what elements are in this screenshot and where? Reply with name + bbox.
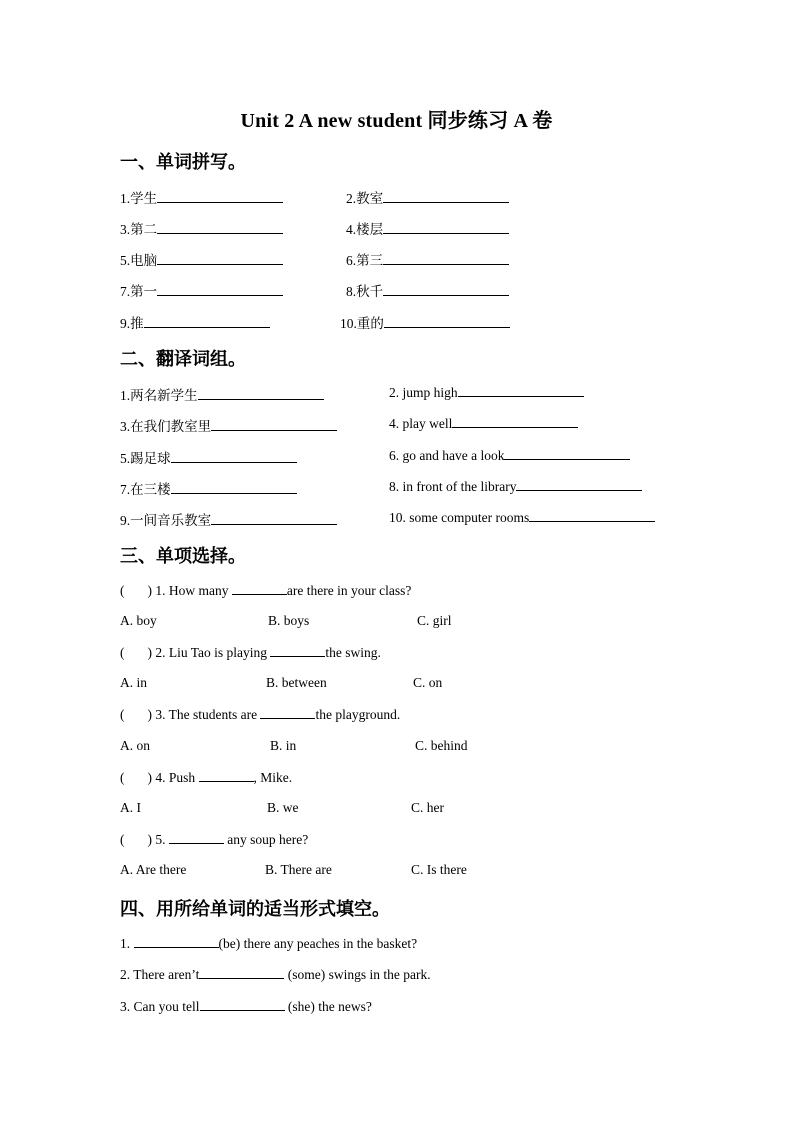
fill-text-post: (some) swings in the park. bbox=[284, 967, 431, 982]
phrase-item bbox=[120, 384, 324, 404]
phrase-item bbox=[389, 384, 584, 401]
option-c[interactable]: C. on bbox=[413, 675, 443, 690]
answer-line[interactable] bbox=[211, 512, 337, 525]
fill-text-pre: 1. bbox=[120, 936, 134, 951]
choice-question bbox=[120, 582, 411, 599]
option-a[interactable]: A. Are there bbox=[120, 862, 187, 877]
spelling-label: 1.学生 bbox=[120, 191, 158, 206]
question-text-post: the swing. bbox=[325, 645, 381, 660]
spelling-label: 9.推 bbox=[120, 316, 144, 331]
phrase-label: 1.两名新学生 bbox=[120, 388, 198, 403]
question-text-pre: ) 3. The students are bbox=[147, 707, 261, 722]
paren-open: ( bbox=[120, 583, 125, 598]
answer-line[interactable] bbox=[199, 966, 284, 979]
spelling-item bbox=[346, 280, 509, 300]
answer-line[interactable] bbox=[134, 935, 219, 948]
choice-question bbox=[120, 831, 308, 848]
paren-open: ( bbox=[120, 770, 125, 785]
option-a[interactable]: A. boy bbox=[120, 613, 157, 628]
fill-text-pre: 2. There aren’t bbox=[120, 967, 200, 982]
answer-line[interactable] bbox=[144, 315, 270, 328]
phrase-label: 6. go and have a look bbox=[389, 448, 505, 463]
option-c[interactable]: C. girl bbox=[417, 613, 452, 628]
question-blank bbox=[199, 769, 254, 782]
option-b[interactable]: B. There are bbox=[265, 862, 332, 877]
phrase-item bbox=[120, 509, 337, 529]
option-c[interactable]: C. her bbox=[411, 800, 444, 815]
choice-question bbox=[120, 769, 292, 786]
spelling-item bbox=[346, 218, 509, 238]
paren-open: ( bbox=[120, 832, 125, 847]
spelling-label: 6.第三 bbox=[346, 253, 384, 268]
answer-line[interactable] bbox=[383, 252, 509, 265]
option-a[interactable]: A. I bbox=[120, 800, 141, 815]
answer-line[interactable] bbox=[171, 450, 297, 463]
phrase-label: 3.在我们教室里 bbox=[120, 419, 212, 434]
question-text-pre: ) 1. How many bbox=[147, 583, 232, 598]
phrase-item bbox=[389, 509, 655, 526]
answer-line[interactable] bbox=[157, 190, 283, 203]
spelling-item bbox=[120, 187, 283, 207]
spelling-label: 2.教室 bbox=[346, 191, 384, 206]
fill-item bbox=[120, 998, 372, 1015]
phrase-label: 7.在三楼 bbox=[120, 482, 171, 497]
spelling-item bbox=[346, 187, 509, 207]
paren-open: ( bbox=[120, 645, 125, 660]
fill-text-pre: 3. Can you tell bbox=[120, 999, 200, 1014]
option-c[interactable]: C. Is there bbox=[411, 862, 467, 877]
paren-open: ( bbox=[120, 707, 125, 722]
phrase-item bbox=[120, 478, 297, 498]
question-text-post: are there in your class? bbox=[286, 583, 412, 598]
question-text-pre: ) 2. Liu Tao is playing bbox=[147, 645, 271, 660]
option-c[interactable]: C. behind bbox=[415, 738, 468, 753]
answer-line[interactable] bbox=[529, 509, 655, 522]
choice-question bbox=[120, 706, 400, 723]
fill-item bbox=[120, 966, 431, 983]
answer-line[interactable] bbox=[383, 190, 509, 203]
fill-text-post: (be) there any peaches in the basket? bbox=[218, 936, 418, 951]
option-b[interactable]: B. in bbox=[270, 738, 297, 753]
section-heading-choice: 三、单项选择。 bbox=[120, 546, 246, 567]
answer-line[interactable] bbox=[157, 221, 283, 234]
answer-line[interactable] bbox=[384, 315, 510, 328]
option-a[interactable]: A. in bbox=[120, 675, 147, 690]
option-a[interactable]: A. on bbox=[120, 738, 150, 753]
answer-line[interactable] bbox=[383, 283, 509, 296]
answer-line[interactable] bbox=[504, 447, 630, 460]
answer-line[interactable] bbox=[458, 384, 584, 397]
spelling-label: 10.重的 bbox=[340, 316, 384, 331]
question-text-post: any soup here? bbox=[223, 832, 309, 847]
spelling-label: 8.秋千 bbox=[346, 284, 384, 299]
question-text-pre: ) 4. Push bbox=[147, 770, 199, 785]
spelling-item bbox=[120, 249, 283, 269]
answer-line[interactable] bbox=[211, 418, 337, 431]
option-b[interactable]: B. between bbox=[266, 675, 327, 690]
phrase-label: 4. play well bbox=[389, 416, 453, 431]
phrase-label: 2. jump high bbox=[389, 385, 458, 400]
answer-line[interactable] bbox=[452, 415, 578, 428]
spelling-item bbox=[120, 218, 283, 238]
answer-line[interactable] bbox=[516, 478, 642, 491]
phrase-label: 10. some computer rooms bbox=[389, 510, 530, 525]
answer-line[interactable] bbox=[383, 221, 509, 234]
question-blank bbox=[232, 582, 287, 595]
spelling-label: 5.电脑 bbox=[120, 253, 158, 268]
fill-item bbox=[120, 935, 417, 952]
spelling-item bbox=[120, 280, 283, 300]
spelling-item bbox=[120, 312, 270, 332]
spelling-label: 4.楼层 bbox=[346, 222, 384, 237]
spelling-label: 7.第一 bbox=[120, 284, 158, 299]
answer-line[interactable] bbox=[198, 387, 324, 400]
choice-question bbox=[120, 644, 381, 661]
answer-line[interactable] bbox=[157, 283, 283, 296]
section-heading-spelling: 一、单词拼写。 bbox=[120, 152, 246, 173]
question-blank bbox=[169, 831, 224, 844]
answer-line[interactable] bbox=[200, 998, 285, 1011]
section-heading-phrases: 二、翻译词组。 bbox=[120, 349, 246, 370]
answer-line[interactable] bbox=[171, 481, 297, 494]
question-text-post: the playground. bbox=[315, 707, 401, 722]
phrase-label: 8. in front of the library bbox=[389, 479, 517, 494]
phrase-label: 9.一间音乐教室 bbox=[120, 513, 212, 528]
option-b[interactable]: B. boys bbox=[268, 613, 310, 628]
spelling-item bbox=[346, 249, 509, 269]
spelling-item bbox=[340, 312, 510, 332]
phrase-item bbox=[120, 415, 337, 435]
phrase-label: 5.踢足球 bbox=[120, 451, 171, 466]
phrase-item bbox=[389, 478, 642, 495]
spelling-label: 3.第二 bbox=[120, 222, 158, 237]
question-blank bbox=[270, 644, 325, 657]
page-title: Unit 2 A new student 同步练习 A 卷 bbox=[240, 110, 553, 132]
phrase-item bbox=[389, 447, 630, 464]
phrase-item bbox=[120, 447, 297, 467]
phrase-item bbox=[389, 415, 578, 432]
answer-line[interactable] bbox=[157, 252, 283, 265]
question-text-pre: ) 5. bbox=[147, 832, 169, 847]
question-text-post: , Mike. bbox=[253, 770, 293, 785]
option-b[interactable]: B. we bbox=[267, 800, 299, 815]
section-heading-fill: 四、用所给单词的适当形式填空。 bbox=[120, 899, 390, 920]
question-blank bbox=[260, 706, 315, 719]
fill-text-post: (she) the news? bbox=[284, 999, 372, 1014]
